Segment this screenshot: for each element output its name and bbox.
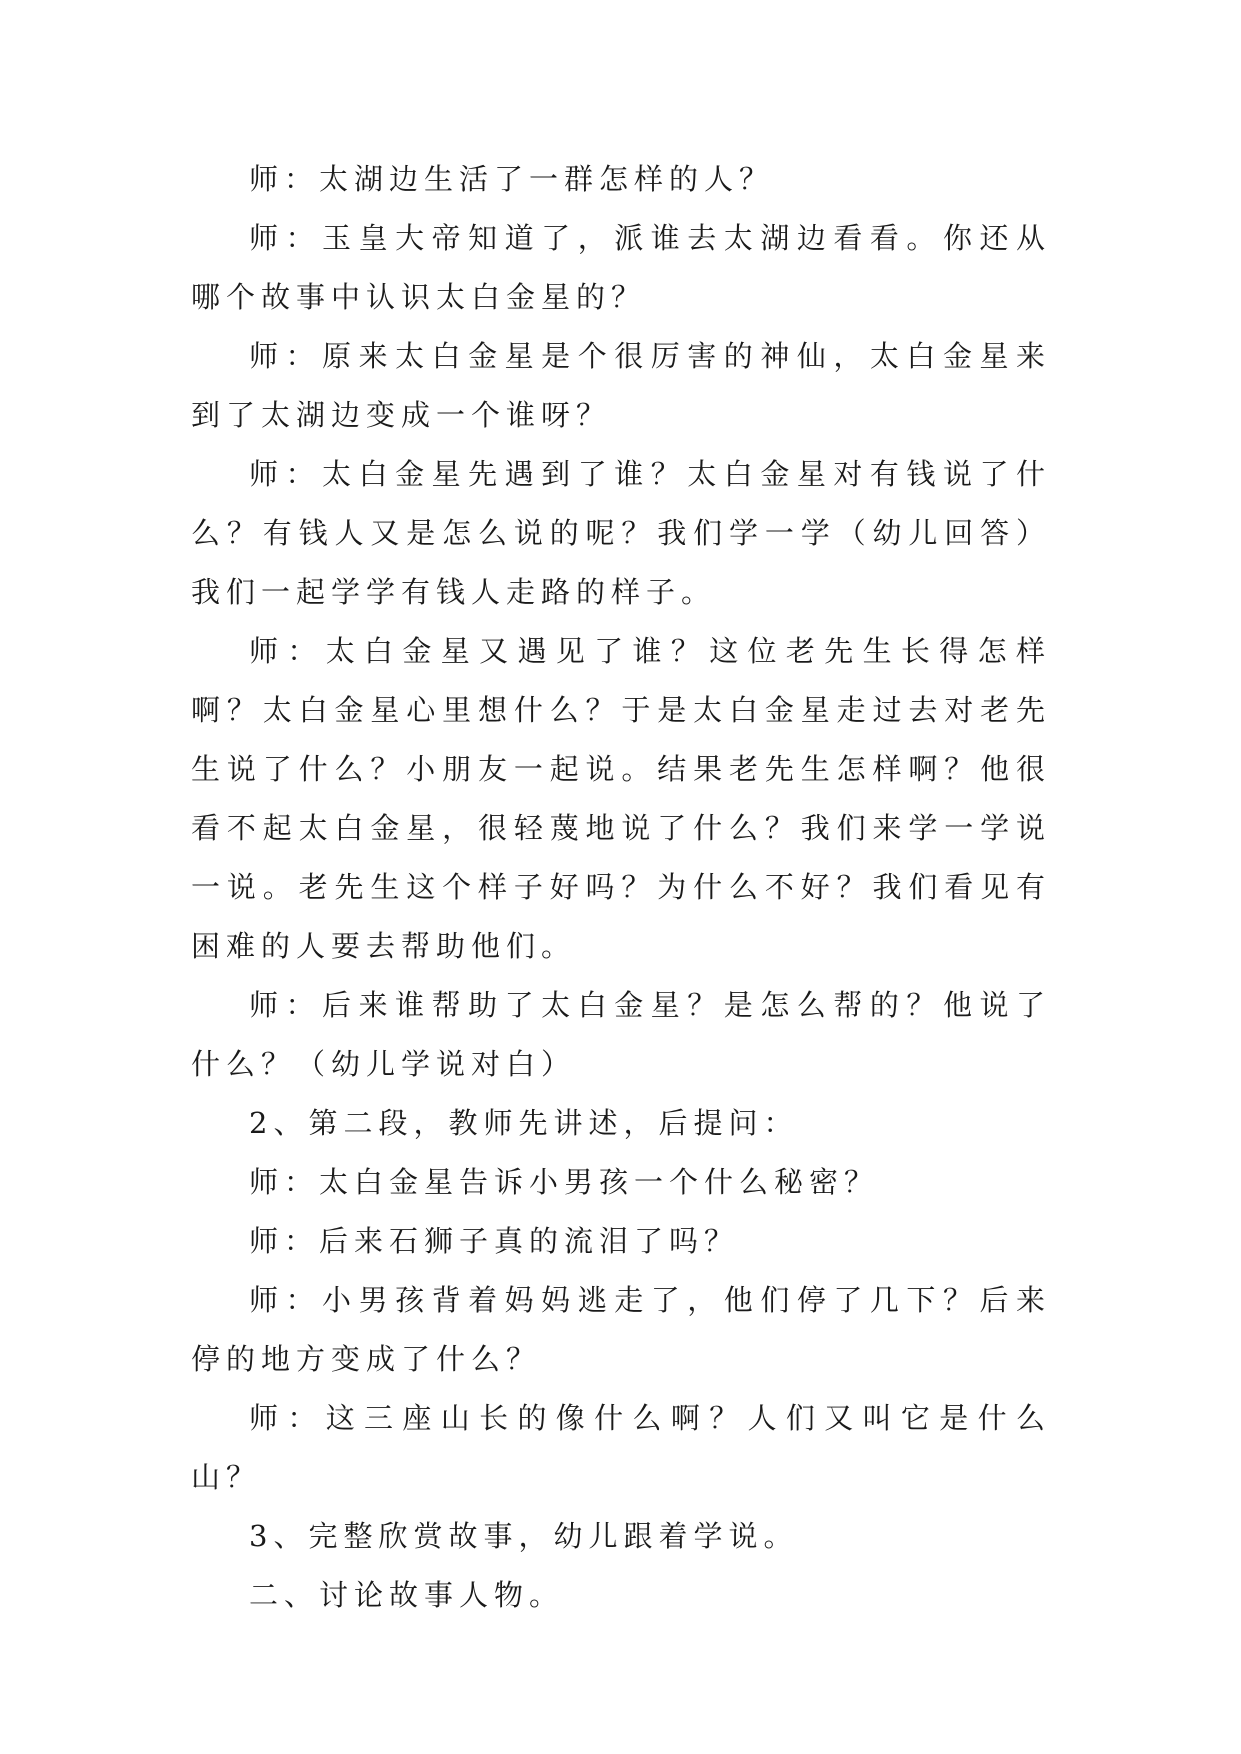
paragraph: 师：后来石狮子真的流泪了吗？ bbox=[249, 1224, 740, 1258]
paragraph: 师：太白金星先遇到了谁？太白金星对有钱说了什么？有钱人又是怎么说的呢？我们学一学（幼儿回答）我们一起学学有钱人走路的样子。 bbox=[191, 457, 1051, 609]
paragraph: 师：太湖边生活了一群怎样的人？ bbox=[249, 162, 775, 196]
paragraph: 师：玉皇大帝知道了，派谁去太湖边看看。你还从哪个故事中认识太白金星的？ bbox=[191, 221, 1051, 314]
section-heading: 3、完整欣赏故事，幼儿跟着学说。 bbox=[249, 1519, 799, 1553]
paragraph: 师：太白金星又遇见了谁？这位老先生长得怎样啊？太白金星心里想什么？于是太白金星走过去对老先生说了什么？小朋友一起说。结果老先生怎样啊？他很看不起太白金星，很轻蔑地说了什么？我们来学一学说一说。老先生这个样子好吗？为什么不好？我们看见有困难的人要去帮助他们。 bbox=[191, 634, 1051, 963]
document-body bbox=[191, 150, 1051, 1625]
section-heading: 2、第二段，教师先讲述，后提问： bbox=[249, 1106, 799, 1140]
paragraph: 师：这三座山长的像什么啊？人们又叫它是什么山？ bbox=[191, 1401, 1051, 1494]
paragraph: 师：后来谁帮助了太白金星？是怎么帮的？他说了什么？（幼儿学说对白） bbox=[191, 988, 1051, 1081]
section-heading: 二、讨论故事人物。 bbox=[249, 1578, 565, 1612]
paragraph: 师：小男孩背着妈妈逃走了，他们停了几下？后来停的地方变成了什么？ bbox=[191, 1283, 1051, 1376]
paragraph: 师：太白金星告诉小男孩一个什么秘密？ bbox=[249, 1165, 880, 1199]
paragraph: 师：原来太白金星是个很厉害的神仙，太白金星来到了太湖边变成一个谁呀？ bbox=[191, 339, 1051, 432]
